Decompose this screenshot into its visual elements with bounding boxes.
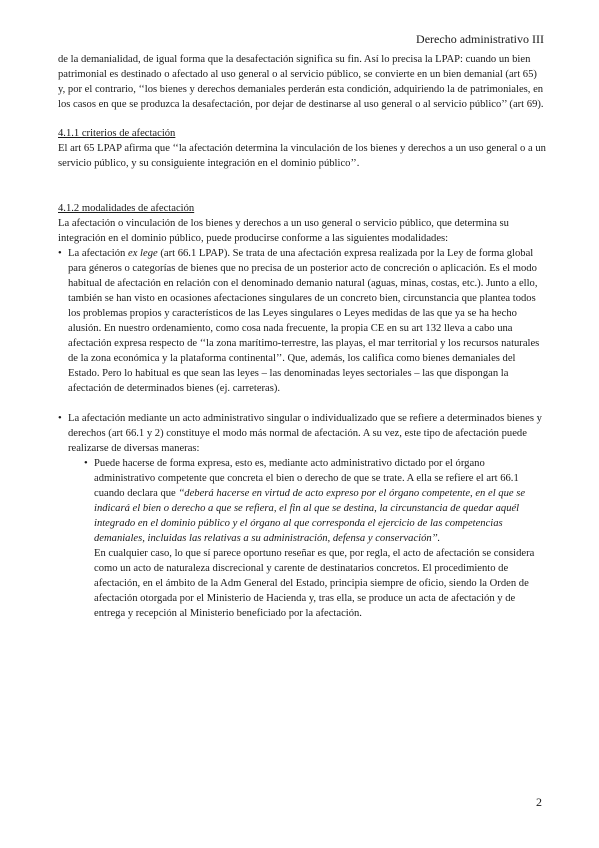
section-heading-criterios: 4.1.1 criterios de afectación — [58, 128, 176, 139]
list-item-text: La afectación — [68, 248, 128, 259]
sub-list-item-expresa — [84, 456, 546, 621]
document-body — [58, 52, 546, 621]
list-item-text: Puede hacerse de forma expresa, esto es, mediante acto administrativo dictado por el órgano administrativo competente que concreta el bien o derecho de que se trate. A ella se refiere el art 66.1 cuando declara que — [94, 458, 519, 499]
running-header: Derecho administrativo III — [416, 32, 544, 46]
list-item-italic: ex lege — [128, 248, 158, 259]
sub-list — [68, 456, 546, 621]
sub-list-continuation: En cualquier caso, lo que sí parece oportuno reseñar es que, por regla, el acto de afectación se considera como un acto de naturaleza discrecional y carente de destinatarios concretos. El procedimiento de afectación, en el ámbito de la Adm General del Estado, principia siempre de oficio, siendo la Orden de afectación otorgada por el Ministerio de Hacienda y, tras ella, se produce un acta de afectación y de entrega y recepción al Ministerio beneficiado por la afectación. — [94, 548, 535, 619]
page-number: 2 — [536, 795, 542, 809]
list-item-acto-singular — [58, 411, 546, 621]
modalidades-list — [58, 246, 546, 621]
list-item-text: (art 66.1 LPAP). Se trata de una afectación expresa realizada por la Ley de forma global para géneros o categorías de bienes que no precisa de un posterior acto de concreción o aplicación. Es el modo habitual de afectación en relación con el denominado demanio natural (aguas, minas, costas, etc.). Junto a ello, también se han visto en ocasiones afectaciones singulares de un concreto bien, circunstancia que plantea todos los problemas propios y característicos de las Leyes singulares o Leyes medidas de las que ya se ha hecho alusión. En nuestro ordenamiento, como cosa nada frecuente, la propia CE en su art 132 lleva a cabo una afectación expresa respecto de ‘‘la zona marítimo-terrestre, las playas, el mar territorial y los recursos naturales de la zona económica y la plataforma continental’’. Que, además, los califica como bienes demaniales del Estado. Pero lo habitual es que sean las leyes – las denominadas leyes sectoriales – las que dispongan la afectación de determinados bienes (ej. carreteras). — [68, 248, 540, 394]
legal-quote: ‘‘deberá hacerse en virtud de acto expreso por el órgano competente, en el que se indicará el bien o derecho a que se refiera, el fin al que se destina, la circunstancia de quedar aquél integrado en el dominio público y el órgano al que corresponda el ejercicio de las competencias demaniales, incluidas las relativas a su administración, defensa y conservación’’. — [94, 488, 526, 544]
list-item-text: La afectación mediante un acto administrativo singular o individualizado que se refiere a determinados bienes y derechos (art 66.1 y 2) constituye el modo más normal de afectación. A su vez, este tipo de afectación puede realizarse de diversas maneras: — [68, 413, 542, 454]
section-paragraph-modalidades: La afectación o vinculación de los bienes y derechos a un uso general o servicio público, que determina su integración en el dominio público, puede producirse conforme a las siguientes modalidades: — [58, 218, 509, 244]
list-item-ex-lege — [58, 246, 546, 396]
section-heading-modalidades: 4.1.2 modalidades de afectación — [58, 203, 195, 214]
section-paragraph-criterios: El art 65 LPAP afirma que ‘‘la afectación determina la vinculación de los bienes y derechos a un uso general o a un servicio público, y su consiguiente integración en el dominio público’’. — [58, 143, 546, 169]
intro-paragraph: de la demanialidad, de igual forma que la desafectación significa su fin. Así lo precisa la LPAP: cuando un bien patrimonial es destinado o afectado al uso general o al servicio público, se convierte en un bien demanial (art 65) y, por el contrario, ‘‘los bienes y derechos demaniales perderán esta condición, adquiriendo la de patrimoniales, en los casos en que se produzca la desafectación, por dejar de destinarse al uso general o al servicio público’’ (art 69). — [58, 54, 544, 110]
